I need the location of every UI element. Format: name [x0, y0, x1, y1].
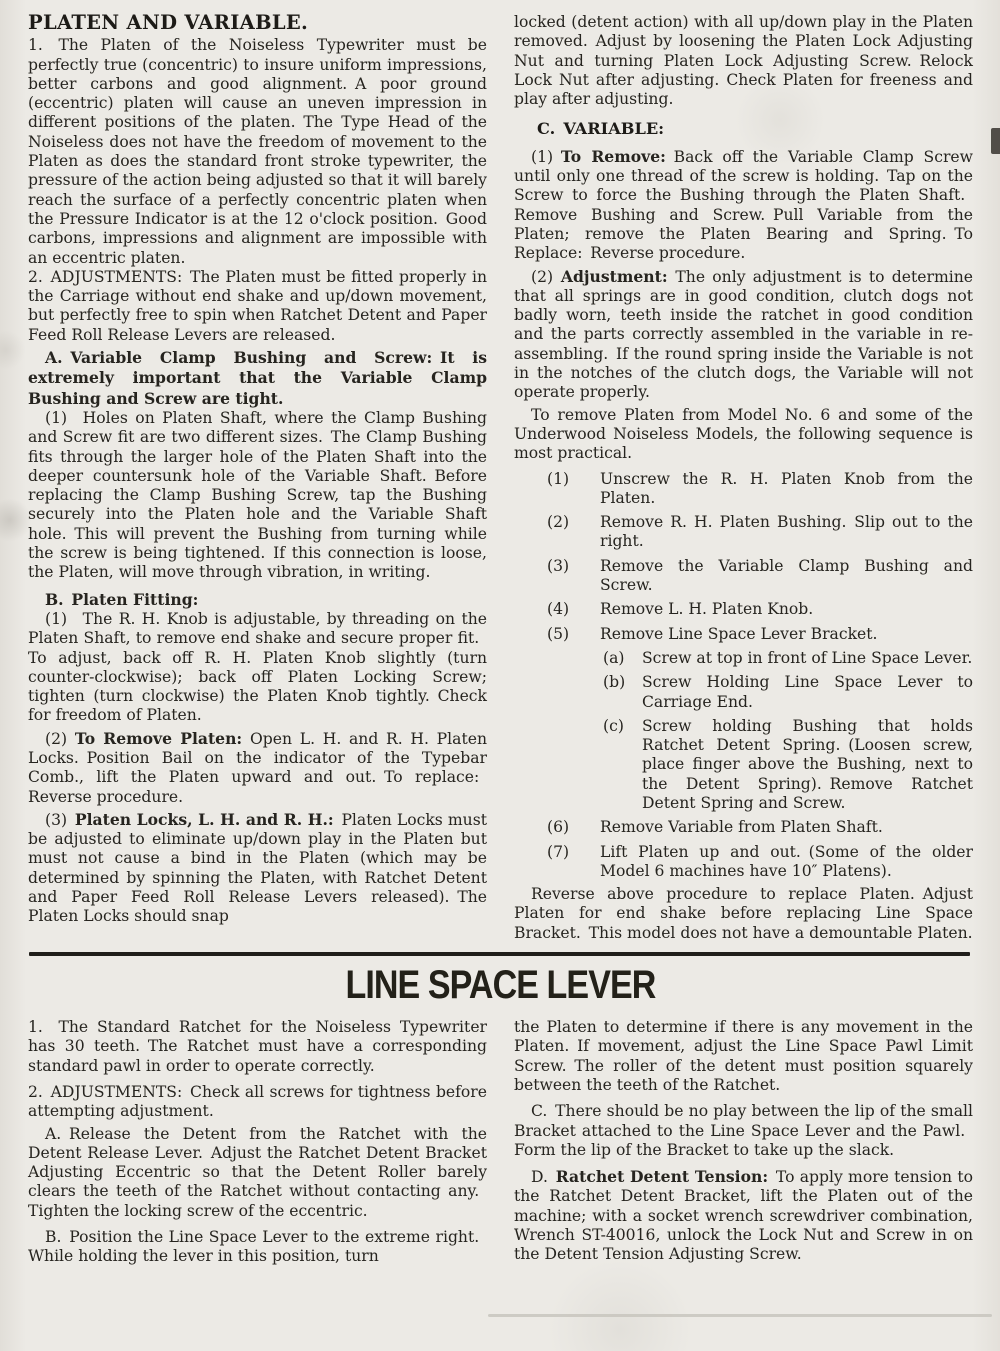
- paragraph: [514, 13, 973, 109]
- column-left: [28, 1018, 487, 1267]
- list-item: [514, 843, 973, 882]
- text-run: Back off the Variable Clamp Screw until only one thread of the screw is holding. Tap on the Screw to force the Bushing through the Platen Shaft. Remove Bushing and Screw. Pull Variable from the Platen; remove the Platen Bearing and Spring. To Replace: Reverse procedure.: [514, 147, 973, 263]
- list-item: [514, 557, 973, 596]
- text-run: Screw at top in front of Line Space Lever.: [642, 648, 973, 667]
- text-run: Reverse above procedure to replace Platen. Adjust Platen for end shake before replacing Line Space Bracket. This model does not have a demountable Platen.: [514, 885, 973, 942]
- list-item: [514, 625, 973, 644]
- bold-text-run: To Remove:: [560, 146, 666, 166]
- text-run: 2. ADJUSTMENTS: Check all screws for tightness before attempting adjustment.: [28, 1082, 487, 1121]
- paragraph: [28, 268, 487, 345]
- paragraph: [28, 729, 487, 807]
- list-marker: (1): [547, 469, 570, 488]
- list-marker: (3): [547, 556, 570, 575]
- paragraph: [28, 348, 487, 409]
- scan-faint-rule: [488, 1314, 992, 1317]
- text-run: The only adjustment is to determine that all springs are in good condition, clutch dogs not badly worn, teeth inside the ratchet in good condition and the parts correctly assembled in the variable in re-assembling. If the round spring inside the Variable is not in the notches of the clutch dogs, the Variable will not operate properly.: [514, 267, 973, 402]
- text-run: 2. ADJUSTMENTS: The Platen must be fitted properly in the Carriage without end shake and up/down movement, but perfectly free to spin when Ratchet Detent and Paper Feed Roll Release Levers are released.: [28, 267, 487, 344]
- text-run: (2): [45, 729, 75, 748]
- section-title-line-space-lever: LINE SPACE LEVER: [345, 962, 656, 1007]
- list-marker: (7): [547, 842, 570, 861]
- paragraph: [514, 406, 973, 464]
- page-title: PLATEN AND VARIABLE.: [28, 11, 309, 34]
- paragraph: [28, 810, 487, 927]
- text-run: (1) Holes on Platen Shaft, where the Clamp Bushing and Screw fit are two different sizes. The Clamp Bushing fits through the larger hole of the Platen Shaft into the deeper countersunk hole of the Variable Shaft. Before replacing the Clamp Bushing Screw, tap the Bushing securely into the Platen hole and the Variable Shaft hole. This will prevent the Bushing from turning while the screw is being tightened. If this connection is loose, the Platen, will move through vibration, in writing.: [28, 408, 487, 582]
- column-left-body: [28, 36, 487, 926]
- list-item: [514, 673, 973, 712]
- column-right: [514, 1018, 973, 1267]
- text-run: C. There should be no play between the lip of the small Bracket attached to the Line Space Lever and the Pawl. Form the lip of the Bracket to take up the slack.: [514, 1102, 973, 1159]
- text-run: To apply more tension to the Ratchet Detent Bracket, lift the Platen out of the machine; with a socket wrench screwdriver combination, Wrench ST-40016, unlock the Lock Nut and Screw in on the Detent Tension Adjusting Screw.: [514, 1168, 973, 1264]
- procedure-list: [514, 470, 973, 882]
- list-marker: (b): [603, 673, 626, 692]
- text-run: (1): [531, 147, 561, 166]
- bold-text-run: To Remove Platen:: [74, 728, 243, 748]
- paragraph: [28, 1125, 487, 1221]
- list-marker: (a): [603, 648, 625, 667]
- list-item: [514, 513, 973, 552]
- bold-text-run: A. Variable Clamp Bushing and Screw: It is extremely important that the Variable Clamp Bushing and Screw are tight.: [28, 348, 487, 408]
- text-run: To remove Platen from Model No. 6 and some of the Underwood Noiseless Models, the following sequence is most practical.: [514, 405, 973, 463]
- bold-text-run: Platen Locks, L. H. and R. H.:: [74, 809, 334, 829]
- paragraph: [514, 267, 973, 403]
- text-run: A. Release the Detent from the Ratchet with the Detent Release Lever. Adjust the Ratchet Detent Bracket Adjusting Eccentric so that the Detent Roller barely clears the teeth of the Ratchet without contacting any. Tighten the locking screw of the eccentric.: [28, 1124, 487, 1220]
- paragraph: [28, 1228, 487, 1267]
- section-divider-rule: [29, 952, 970, 956]
- column-left: [28, 13, 487, 943]
- list-item: [514, 717, 973, 813]
- paragraph: [28, 1083, 487, 1122]
- text-run: Screw Holding Line Space Lever to Carriage End.: [642, 673, 973, 711]
- text-run: D.: [531, 1168, 556, 1187]
- text-run: Platen Locks must be adjusted to eliminate up/down play in the Platen but must not cause a bind in the Platen (which may be determined by spinning the Platen, with Ratchet Detent and Paper Feed Roll Release Levers released). The Platen Locks should snap: [28, 810, 487, 926]
- text-run: Remove Line Space Lever Bracket.: [600, 624, 878, 643]
- list-item: [514, 818, 973, 837]
- list-item: [514, 470, 973, 509]
- list-marker: (c): [603, 716, 624, 735]
- text-run: the Platen to determine if there is any movement in the Platen. If movement, adjust the Line Space Pawl Limit Screw. The roller of the detent must position squarely between the teeth of the Ratchet.: [514, 1018, 973, 1094]
- text-run: (3): [45, 810, 75, 829]
- paragraph: [28, 1018, 487, 1076]
- column-right: [514, 13, 973, 943]
- section-platen-and-variable: [28, 13, 973, 943]
- list-marker: (6): [547, 818, 570, 837]
- text-run: Open L. H. and R. H. Platen Locks. Position Bail on the indicator of the Typebar Comb., lift the Platen upward and out. To replace: Reverse procedure.: [28, 729, 487, 806]
- text-run: (2): [531, 267, 561, 286]
- paragraph: [514, 1102, 973, 1160]
- paragraph: [514, 147, 973, 264]
- text-run: 1. The Platen of the Noiseless Typewriter must be perfectly true (concentric) to insure uniform impressions, better carbons and good alignment. A poor ground (eccentric) platen will cause an uneven impression in different positions of the platen. The Type Head of the Noiseless does not have the freedom of movement to the Platen as does the standard front stroke typewriter, the pressure of the action being adjusted so that it will barely reach the surface of a perfectly concentric platen when the Pressure Indicator is at the 12 o'clock position. Good carbons, impressions and alignment are impossible with an eccentric platen.: [28, 36, 487, 267]
- list-marker: (2): [547, 513, 570, 532]
- text-run: Unscrew the R. H. Platen Knob from the Platen.: [600, 469, 973, 507]
- paragraph: [514, 1018, 973, 1095]
- paragraph: [28, 409, 487, 583]
- text-run: B. Position the Line Space Lever to the extreme right. While holding the lever in this position, turn: [28, 1228, 487, 1266]
- text-run: Remove Variable from Platen Shaft.: [600, 818, 883, 837]
- text-run: Lift Platen up and out. (Some of the older Model 6 machines have 10″ Platens).: [600, 842, 973, 880]
- scan-ink-artifact: [991, 128, 1000, 154]
- list-item: [514, 649, 973, 668]
- bold-text-run: B. Platen Fitting:: [45, 589, 199, 609]
- text-run: 1. The Standard Ratchet for the Noiseless Typewriter has 30 teeth. The Ratchet must have a corresponding standard pawl in order to operate correctly.: [28, 1018, 487, 1075]
- text-run: locked (detent action) with all up/down play in the Platen removed. Adjust by loosening the Platen Lock Adjusting Nut and turning Platen Lock Adjusting Screw. Relock Lock Nut after adjusting. Check Platen for freeness and play after adjusting.: [514, 13, 973, 109]
- paragraph: [514, 1167, 973, 1264]
- text-run: Remove the Variable Clamp Bushing and Screw.: [600, 556, 973, 595]
- paragraph: [514, 885, 973, 943]
- text-run: (1) The R. H. Knob is adjustable, by threading on the Platen Shaft, to remove end shake and secure proper fit. To adjust, back off R. H. Platen Knob slightly (turn counter-clockwise); back off Platen Locking Screw; tighten (turn clockwise) the Platen Knob tightly. Check for freedom of Platen.: [28, 609, 487, 725]
- bold-text-run: C. VARIABLE:: [537, 119, 665, 139]
- text-run: Remove R. H. Platen Bushing. Slip out to the right.: [600, 513, 973, 551]
- paragraph: [28, 36, 487, 268]
- paragraph: [28, 590, 487, 610]
- list-marker: (5): [547, 624, 570, 643]
- list-marker: (4): [547, 600, 570, 619]
- subsection-heading: [514, 119, 973, 138]
- bold-text-run: Adjustment:: [560, 266, 668, 286]
- paragraph: [28, 610, 487, 726]
- bold-text-run: Ratchet Detent Tension:: [555, 1167, 769, 1187]
- text-run: Screw holding Bushing that holds Ratchet Detent Spring. (Loosen screw, place finger above the Bushing, next to the Detent Spring). Remove Ratchet Detent Spring and Screw.: [642, 716, 973, 812]
- list-item: [514, 600, 973, 619]
- section-line-space-lever: [28, 1018, 973, 1267]
- text-run: Remove L. H. Platen Knob.: [600, 600, 814, 619]
- section-heading-wrap: [28, 964, 973, 1006]
